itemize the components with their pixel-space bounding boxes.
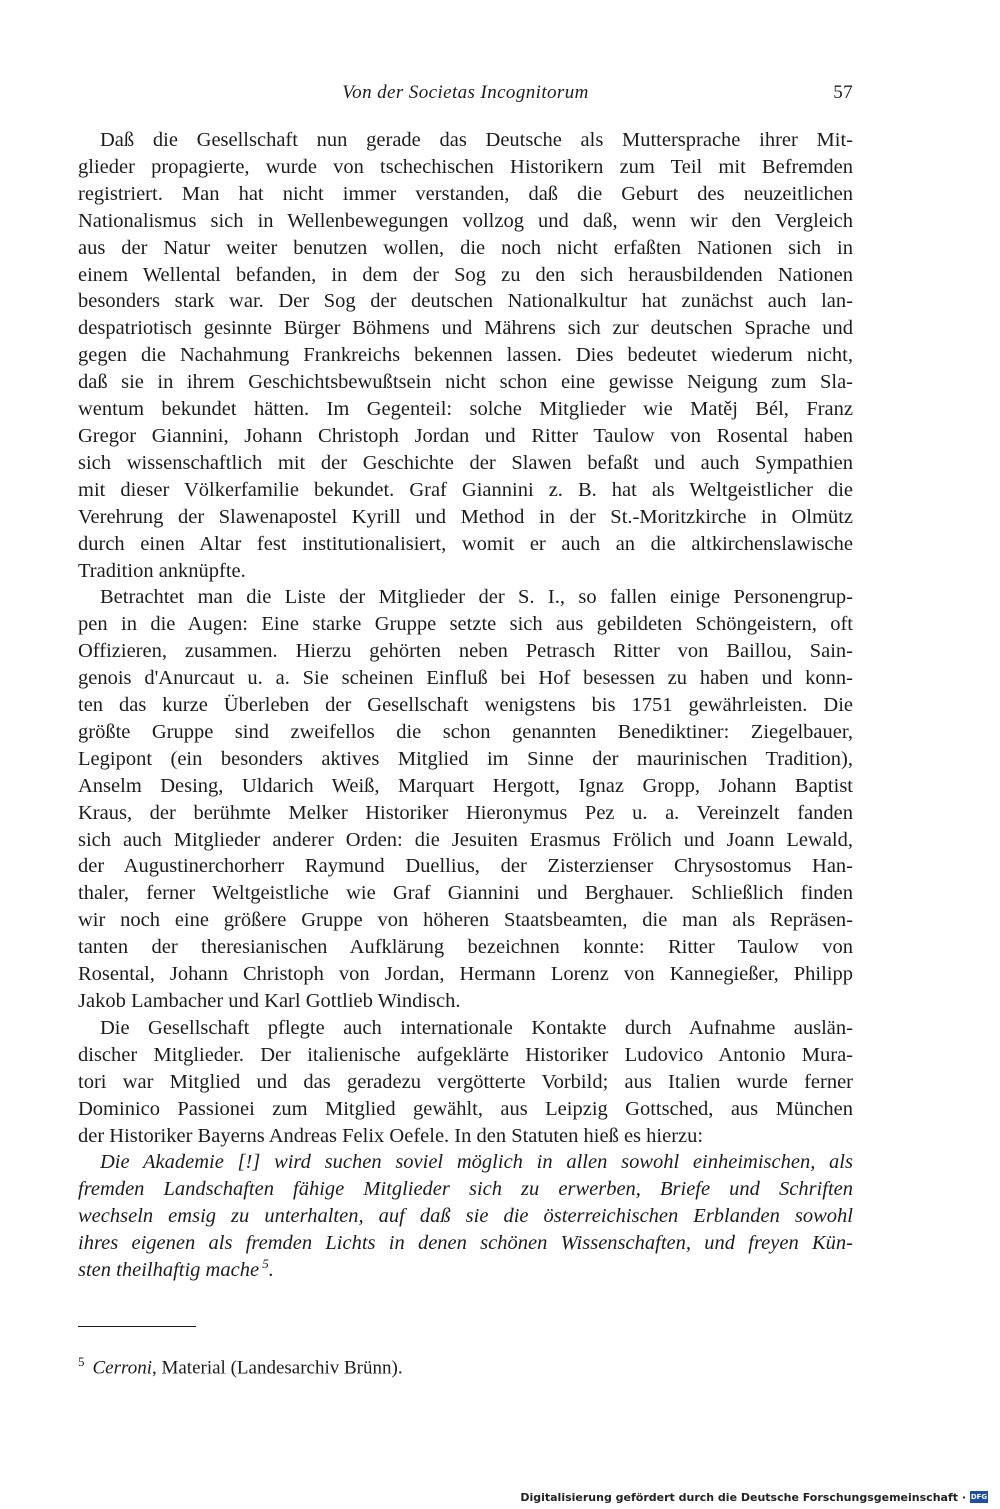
text-line: Daß die Gesellschaft nun gerade das Deutsche als Muttersprache ihrer Mit- xyxy=(100,129,853,151)
running-header xyxy=(78,82,853,112)
paragraph xyxy=(78,1015,853,1150)
text-line: Kraus, der berühmte Melker Historiker Hieronymus Pez u. a. Vereinzelt fanden xyxy=(78,801,853,824)
text-line: Gregor Giannini, Johann Christoph Jordan und Ritter Taulow von Rosental haben xyxy=(78,424,853,447)
text-line: sten theilhaftig mache xyxy=(78,1259,260,1282)
trailing-punctuation: . xyxy=(268,1259,274,1282)
text-line: Betrachtet man die Liste der Mitglieder der S. I., so fallen einige Personengrup- xyxy=(100,586,853,609)
text-line: Anselm Desing, Uldarich Weiß, Marquart Hergott, Ignaz Gropp, Johann Baptist xyxy=(78,774,853,797)
paragraph xyxy=(78,127,853,584)
text-line: besonders stark war. Der Sog der deutschen Nationalkultur hat zunächst auch lan- xyxy=(78,290,853,313)
text-line: Die Gesellschaft pflegte auch internationale Kontakte durch Aufnahme auslän- xyxy=(100,1016,853,1039)
digitization-credit xyxy=(520,1489,988,1505)
text-line: mit dieser Völkerfamilie bekundet. Graf Giannini z. B. hat als Weltgeistlicher die xyxy=(78,478,853,501)
text-line: durch einen Altar fest institutionalisiert, womit er auch an die altkirchenslawische xyxy=(78,532,853,555)
footnote-author: Cerroni xyxy=(92,1357,152,1379)
text-line: ihres eigenen als fremden Lichts in denen schönen Wissenschaften, und freyen Kün- xyxy=(78,1232,853,1255)
footnote xyxy=(78,1350,853,1380)
footnote-divider xyxy=(78,1326,196,1327)
dfg-logo: DFG xyxy=(970,1493,988,1501)
text-line: ten das kurze Überleben der Gesellschaft wenigstens bis 1751 gewährleisten. Die xyxy=(78,694,853,717)
text-line: sich wissenschaftlich mit der Geschichte der Slawen befaßt und auch Sympathien xyxy=(78,451,853,474)
credit-text: Digitalisierung gefördert durch die Deutsche Forschungsgemeinschaft · xyxy=(520,1490,966,1504)
text-line: tanten der theresianischen Aufklärung bezeichnen konnte: Ritter Taulow von xyxy=(78,936,853,959)
footnote-reference[interactable]: 5 xyxy=(259,1256,269,1272)
text-line: einem Wellental befanden, in dem der Sog zu den sich herausbildenden Nationen xyxy=(78,263,853,286)
page-number: 57 xyxy=(833,82,853,103)
footnote-text: , Material (Landesarchiv Brünn). xyxy=(151,1357,403,1379)
text-line: discher Mitglieder. Der italienische aufgeklärte Historiker Ludovico Antonio Mura- xyxy=(78,1043,853,1066)
text-line: Jakob Lambacher und Karl Gottlieb Windisch. xyxy=(78,990,461,1012)
text-line: Rosental, Johann Christoph von Jordan, Hermann Lorenz von Kannegießer, Philipp xyxy=(78,963,853,986)
body-text xyxy=(78,127,853,1284)
footnote-mark: 5 xyxy=(78,1354,85,1369)
text-line: glieder propagierte, wurde von tschechischen Historikern zum Teil mit Befremden xyxy=(78,155,853,178)
text-line: der Augustinerchorherr Raymund Duellius, der Zisterzienser Chrysostomus Han- xyxy=(78,855,853,878)
text-line: der Historiker Bayerns Andreas Felix Oefele. In den Statuten hieß es hierzu: xyxy=(78,1124,704,1147)
text-line: größte Gruppe sind zweifellos die schon genannten Benediktiner: Ziegelbauer, xyxy=(78,720,853,743)
text-line: Legipont (ein besonders aktives Mitglied im Sinne der maurinischen Tradition), xyxy=(78,747,853,770)
text-line: aus der Natur weiter benutzen wollen, die noch nicht erfaßten Nationen sich in xyxy=(78,236,853,259)
text-line: wechseln emsig zu unterhalten, auf daß sie die österreichischen Erblanden sowohl xyxy=(78,1205,853,1228)
text-line: Die Akademie [!] wird suchen soviel möglich in allen sowohl einheimischen, als xyxy=(100,1151,853,1174)
text-line: genois d'Anurcaut u. a. Sie scheinen Einfluß bei Hof besessen zu haben und konn- xyxy=(78,667,853,690)
text-line: Dominico Passionei zum Mitglied gewählt, aus Leipzig Gottsched, aus München xyxy=(78,1097,853,1120)
text-line: thaler, ferner Weltgeistliche wie Graf Giannini und Berghauer. Schließlich finden xyxy=(78,882,853,905)
text-line: wir noch eine größere Gruppe von höheren Staatsbeamten, die man als Repräsen- xyxy=(78,909,853,932)
text-line: sich auch Mitglieder anderer Orden: die Jesuiten Erasmus Frölich und Joann Lewald, xyxy=(78,828,853,851)
text-line: tori war Mitglied und das geradezu vergötterte Vorbild; aus Italien wurde ferner xyxy=(78,1070,853,1093)
text-line: Tradition anknüpfte. xyxy=(78,559,246,582)
block-quote xyxy=(78,1149,853,1284)
text-line: Verehrung der Slawenapostel Kyrill und Method in der St.-Moritzkirche in Olmütz xyxy=(78,505,853,528)
text-line: registriert. Man hat nicht immer verstanden, daß die Geburt des neuzeitlichen xyxy=(78,182,853,205)
text-line: Offizieren, zusammen. Hierzu gehörten neben Petrasch Ritter von Baillou, Sain- xyxy=(78,640,853,663)
text-line: despatriotisch gesinnte Bürger Böhmens und Mährens sich zur deutschen Sprache und xyxy=(78,317,853,340)
running-title: Von der Societas Incognitorum xyxy=(342,82,589,103)
text-line: wentum bekundet hätten. Im Gegenteil: solche Mitglieder wie Matěj Bél, Franz xyxy=(78,398,853,421)
text-line: Nationalismus sich in Wellenbewegungen vollzog und daß, wenn wir den Vergleich xyxy=(78,209,853,232)
paragraph xyxy=(78,584,853,1015)
text-line: gegen die Nachahmung Frankreichs bekennen lassen. Dies bedeutet wiederum nicht, xyxy=(78,344,853,367)
text-line: daß sie in ihrem Geschichtsbewußtsein nicht schon eine gewisse Neigung zum Sla- xyxy=(78,371,853,394)
text-line: fremden Landschaften fähige Mitglieder sich zu erwerben, Briefe und Schriften xyxy=(78,1178,853,1201)
text-line: pen in die Augen: Eine starke Gruppe setzte sich aus gebildeten Schöngeistern, oft xyxy=(78,613,853,636)
